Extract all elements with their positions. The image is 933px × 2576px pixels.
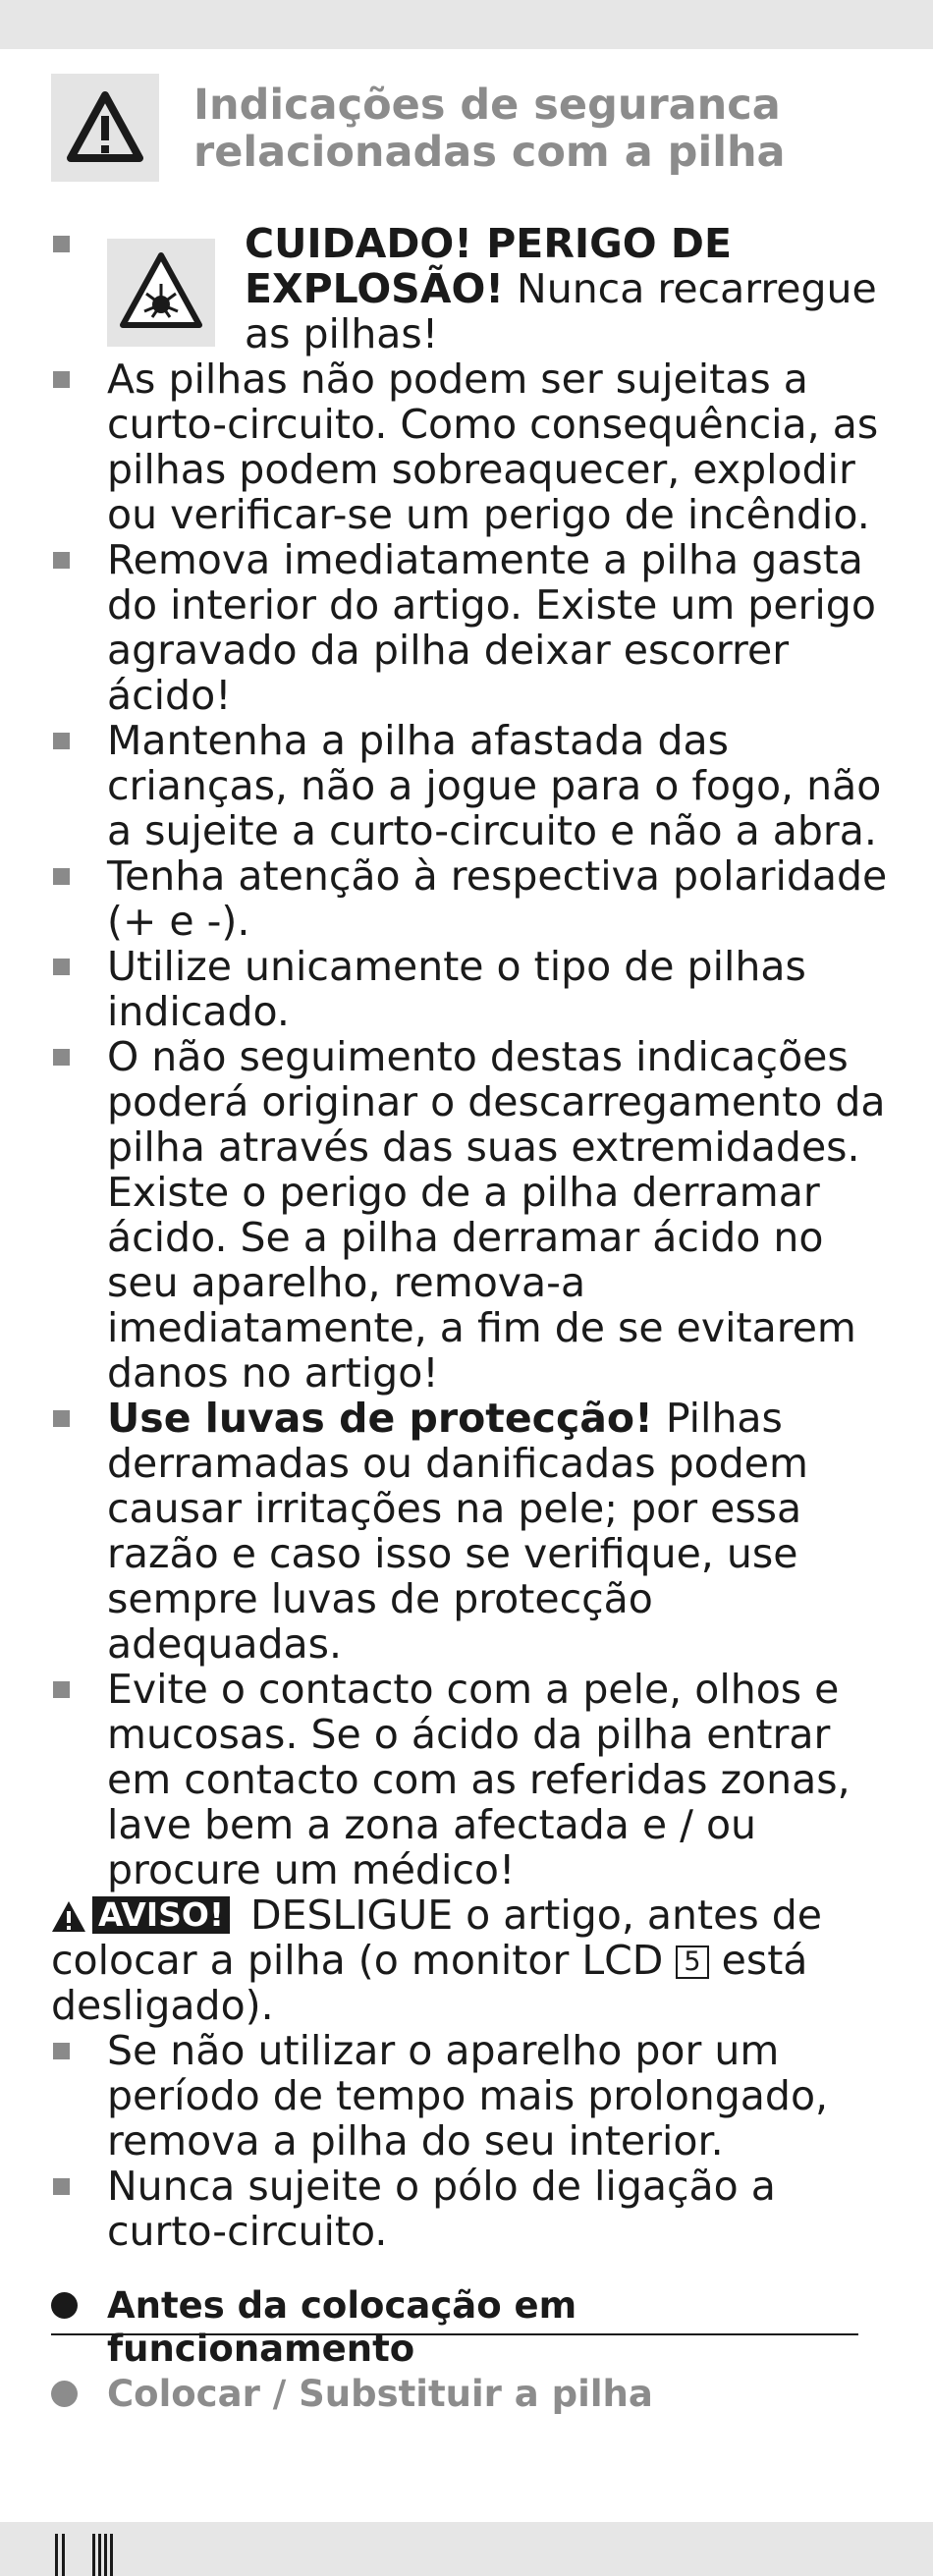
bullet-square — [53, 1410, 70, 1427]
page-title-line-1: Indicações de seguranca — [193, 81, 781, 130]
bullet-square — [53, 236, 70, 252]
barcode-icon — [51, 2534, 120, 2576]
section-heading-battery — [51, 2367, 858, 2422]
bullet-square — [53, 2178, 70, 2195]
warning-triangle-icon — [51, 74, 159, 182]
list-item — [51, 718, 896, 853]
bullet-square — [53, 371, 70, 388]
bullet-square — [53, 2043, 70, 2059]
list-item — [51, 2164, 896, 2254]
reference-number-box: 5 — [676, 1946, 708, 1979]
aviso-badge: AVISO! — [92, 1896, 230, 1934]
warning-text-end: está desligado). — [51, 1937, 808, 2029]
item-text: Evite o contacto com a pele, olhos e mucosas. Se o ácido da pilha entrar em contacto com as referidas zonas, lave bem a zona afectada e / ou procure um médico! — [107, 1666, 851, 1893]
item-text: Remova imediatamente a pilha gasta do interior do artigo. Existe um perigo agravado da pilha deixar escorrer ácido! — [107, 536, 876, 719]
gloves-heading: Use luvas de protecção! — [107, 1395, 653, 1442]
section-title: Colocar / Substituir a pilha — [107, 2373, 653, 2415]
warning-triangle-icon — [51, 1900, 86, 1933]
item-text: Pilhas derramadas ou danificadas podem causar irritações na pele; por essa razão e caso isso se verifique, use sempre luvas de protecção adequadas. — [107, 1395, 808, 1668]
section-header — [51, 74, 886, 182]
item-text: Se não utilizar o aparelho por um período de tempo mais prolongado, remova a pilha do seu interior. — [107, 2027, 829, 2165]
item-text: Nunca sujeite o pólo de ligação a curto-circuito. — [107, 2163, 776, 2255]
bullet-square — [53, 733, 70, 749]
bullet-square — [53, 552, 70, 569]
section-title: Antes da colocação em funcionamento — [107, 2284, 577, 2370]
item-text: O não seguimento destas indicações poderá originar o descarregamento da pilha através das suas extremidades. Existe o perigo de a pilha derramar ácido. Se a pilha derramar ácido no seu aparelho, remova-a imediatamente, a fim de se evitarem danos no artigo! — [107, 1033, 886, 1397]
item-text: Tenha atenção à respectiva polaridade (+ e -). — [107, 852, 888, 945]
list-item — [51, 1396, 896, 1667]
bullet-square — [53, 1681, 70, 1698]
warning-text: DESLIGUE o artigo, antes de colocar a pilha (o monitor LCD — [51, 1891, 822, 1984]
item-text: As pilhas não podem ser sujeitas a curto-circuito. Como consequência, as pilhas podem sobreaquecer, explodir ou verificar-se um perigo de incêndio. — [107, 356, 879, 538]
explosion-warning-icon — [107, 239, 215, 347]
bullet-dot-icon — [51, 2381, 78, 2407]
item-text: Nunca recarregue as pilhas! — [245, 265, 877, 357]
list-item — [51, 1667, 896, 1892]
bullet-dot-icon — [51, 2292, 78, 2319]
list-item — [51, 221, 896, 356]
list-item — [51, 853, 896, 944]
safety-list — [51, 221, 896, 2254]
bullet-square — [53, 868, 70, 885]
item-text: Mantenha a pilha afastada das crianças, não a jogue para o fogo, não a sujeite a curto-circuito e não a abra. — [107, 717, 882, 854]
section-heading-before-use — [51, 2278, 858, 2370]
bullet-square — [53, 1049, 70, 1066]
list-item — [51, 2028, 896, 2164]
bullet-square — [53, 959, 70, 975]
list-item — [51, 944, 896, 1034]
page-title — [193, 82, 881, 176]
aviso-warning — [51, 1892, 896, 2028]
item-text: Utilize unicamente o tipo de pilhas indicado. — [107, 943, 806, 1035]
list-item — [51, 1034, 896, 1396]
page-title-line-2: relacionadas com a pilha — [193, 128, 786, 177]
top-margin-band — [0, 0, 933, 49]
explosion-warning-heading: CUIDADO! PERIGO DE EXPLOSÃO! — [245, 220, 732, 312]
list-item — [51, 356, 896, 537]
list-item — [51, 537, 896, 718]
bottom-margin-band — [0, 2522, 933, 2576]
